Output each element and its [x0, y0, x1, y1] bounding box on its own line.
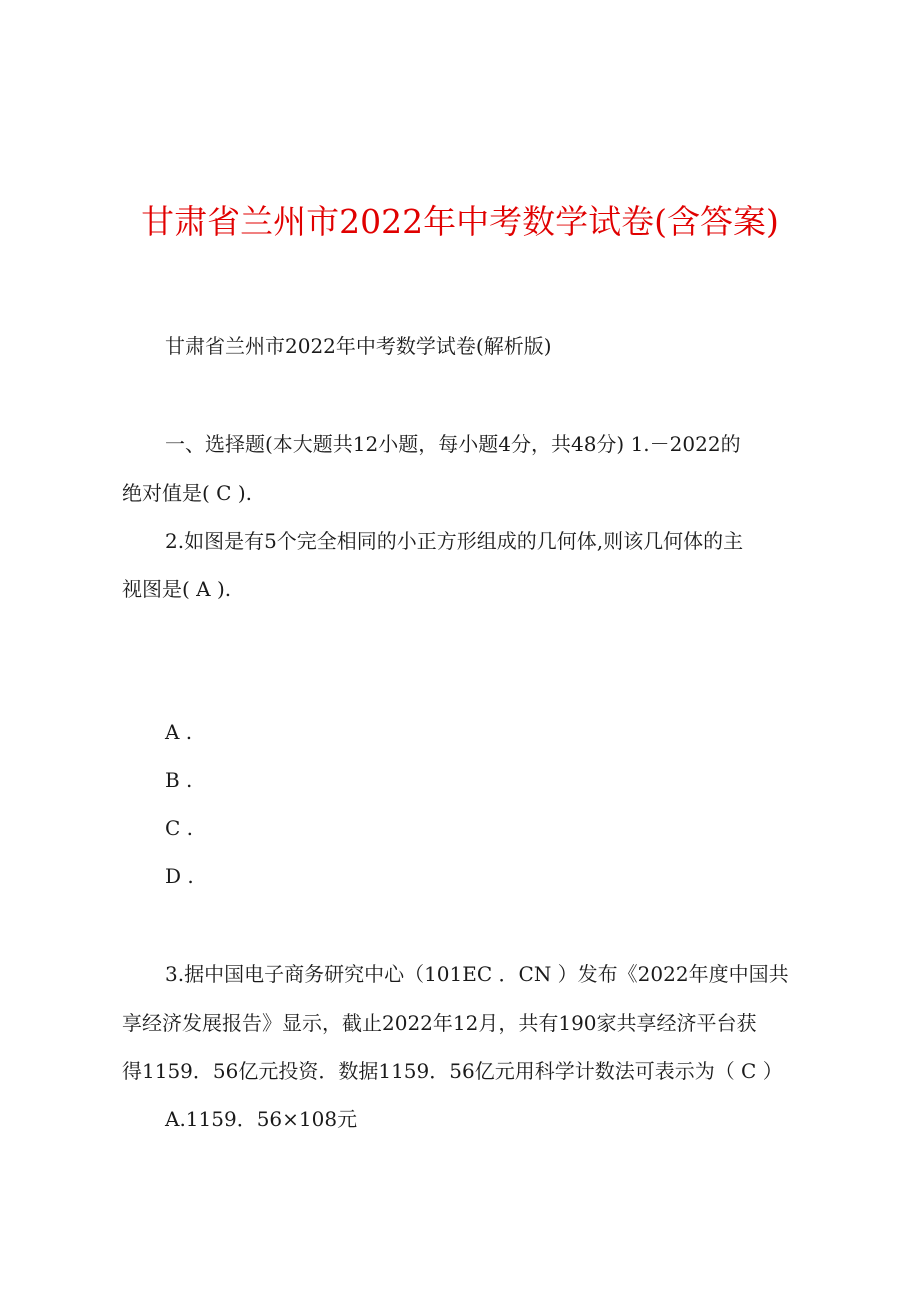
option-b: B .: [165, 768, 193, 792]
section-1-line-1: 一、选择题(本大题共12小题，每小题4分，共48分) 1.－2022的: [165, 432, 741, 456]
question-3-option-a: A.1159．56×108元: [165, 1107, 358, 1131]
question-3-line-1: 3.据中国电子商务研究中心（101EC ．CN ）发布《2022年度中国共: [165, 962, 789, 986]
question-3-line-2: 享经济发展报告》显示，截止2022年12月，共有190家共享经济平台获: [122, 1011, 757, 1035]
document-subtitle: 甘肃省兰州市2022年中考数学试卷(解析版): [165, 334, 552, 358]
document-title: 甘肃省兰州市2022年中考数学试卷(含答案): [141, 202, 779, 241]
question-2-line-2: 视图是( A ).: [122, 577, 232, 601]
section-1-line-2: 绝对值是( C ).: [122, 481, 252, 505]
question-3-line-3: 得1159．56亿元投资．数据1159．56亿元用科学计数法可表示为（ C ）: [122, 1059, 783, 1083]
option-a: A .: [165, 720, 193, 744]
question-2-line-1: 2.如图是有5个完全相同的小正方形组成的几何体,则该几何体的主: [165, 529, 744, 553]
option-c: C .: [165, 816, 194, 840]
option-d: D .: [165, 864, 194, 888]
